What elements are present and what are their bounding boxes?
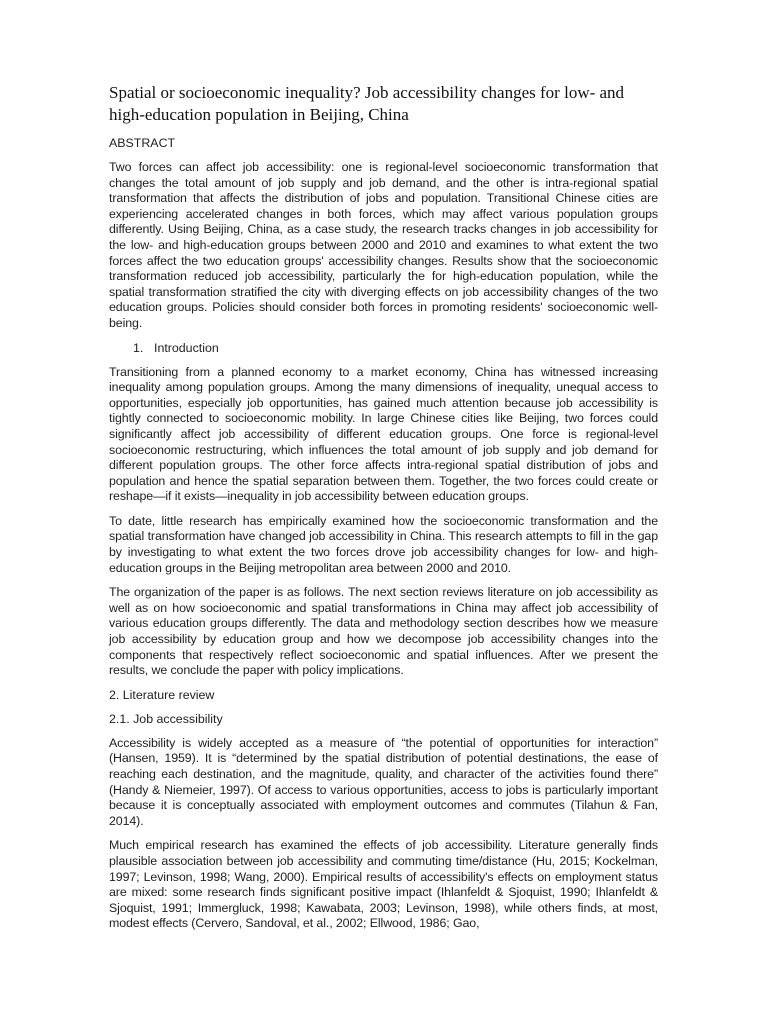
intro-paragraph-2: To date, little research has empirically examined how the socioeconomic transformation and the spatial transformation have changed job accessibility in China. This research attempts to fill in the gap by investigating to what extent the two forces drove job accessibility changes for low- and high-education groups in the Beijing metropolitan area between 2000 and 2010. (109, 513, 658, 575)
section-1-title: Introduction (154, 340, 219, 355)
section-1-number: 1. (133, 340, 144, 355)
lit-paragraph-1: Accessibility is widely accepted as a measure of “the potential of opportunities for interaction” (Hansen, 1959). It is “determined by the spatial distribution of potential destinations, the ease of reaching each destination, and the magnitude, quality, and character of the activities found there” (Handy & Niemeier, 1997). Of access to various opportunities, access to jobs is particularly important because it is conceptually associated with employment outcomes and commutes (Tilahun & Fan, 2014). (109, 735, 658, 828)
section-1-heading (109, 341, 658, 356)
paper-title: Spatial or socioeconomic inequality? Job accessibility changes for low- and high-education population in Beijing, China (109, 83, 625, 124)
lit-paragraph-2: Much empirical research has examined the effects of job accessibility. Literature generally finds plausible association between job accessibility and commuting time/distance (Hu, 2015; Kockelman, 1997; Levinson, 1998; Wang, 2000). Empirical results of accessibility's effects on employment status are mixed: some research finds significant positive impact (Ihlanfeldt & Sjoquist, 1990; Ihlanfeldt & Sjoquist, 1991; Immergluck, 1998; Kawabata, 2003; Levinson, 1998), while others finds, at most, modest effects (Cervero, Sandoval, et al., 2002; Ellwood, 1986; Gao, (109, 838, 658, 931)
abstract-text: Two forces can affect job accessibility: one is regional-level socioeconomic transformation that changes the total amount of job supply and job demand, and the other is intra-regional spatial transformation that affects the distribution of jobs and population. Transitional Chinese cities are experiencing accelerated changes in both forces, which may affect various population groups differently. Using Beijing, China, as a case study, the research tracks changes in job accessibility for the low- and high-education groups between 2000 and 2010 and examines to what extent the two forces affect the two education groups' accessibility changes. Results show that the socioeconomic transformation reduced job accessibility, particularly the for high-education population, while the spatial transformation stratified the city with diverging effects on job accessibility changes of the two education groups. Policies should consider both forces in promoting residents' socioeconomic well-being. (109, 160, 658, 330)
paper-body (109, 82, 658, 941)
intro-paragraph-3: The organization of the paper is as follows. The next section reviews literature on job accessibility as well as on how socioeconomic and spatial transformations in China may affect job accessibility of various education groups differently. The data and methodology section describes how we measure job accessibility by education group and how we decompose job accessibility changes into the components that respectively reflect socioeconomic and spatial influences. After we present the results, we conclude the paper with policy implications. (109, 585, 658, 678)
section-2-1-heading: 2.1. Job accessibility (109, 711, 223, 726)
intro-paragraph-1: Transitioning from a planned economy to a market economy, China has witnessed increasing inequality among population groups. Among the many dimensions of inequality, unequal access to opportunities, especially job opportunities, has gained much attention because job accessibility is tightly connected to socioeconomic mobility. In large Chinese cities like Beijing, two forces could significantly affect job accessibility of different education groups. One force is regional-level socioeconomic restructuring, which influences the total amount of job supply and job demand for different population groups. The other force affects intra-regional spatial distribution of jobs and population and hence the spatial separation between them. Together, the two forces could create or reshape—if it exists—inequality in job accessibility between education groups. (109, 364, 658, 504)
section-2-heading: 2. Literature review (109, 687, 215, 702)
abstract-heading: ABSTRACT (109, 136, 176, 150)
